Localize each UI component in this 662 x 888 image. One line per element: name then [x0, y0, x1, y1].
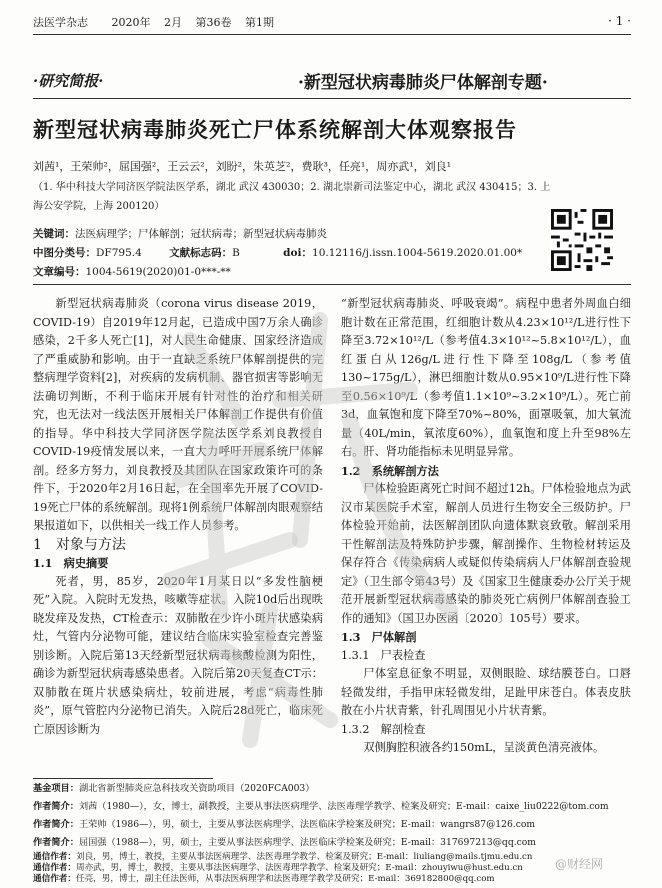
right-column — [341, 295, 631, 758]
footnote-item: 作者简介：刘茜（1980—），女，博士，副教授，主要从事法医病理学、法医毒理学教学、检案及研究；E-mail：caixe_liu0222@tom.com — [33, 801, 609, 812]
keywords-label: 关键词： — [33, 228, 75, 240]
subsection-heading: 1.3 尸体解剖 — [341, 630, 417, 644]
footnotes — [33, 780, 631, 852]
journal-year: 2020年 — [111, 16, 151, 29]
journal-volume: 第36卷 — [195, 16, 232, 29]
footnote-item: 通信作者：任亮，男，博士，副主任法医师，从事法医病理学和法医毒理学教学及研究；E-mail：369182800@qq.com — [33, 874, 495, 884]
section-heading: 1 对象与方法 — [33, 536, 126, 553]
qr-code-icon — [551, 209, 613, 271]
footnote-item: 基金项目：湖北省新型肺炎应急科技攻关资助项目（2020FCA003） — [33, 783, 315, 794]
intro-paragraph: 新型冠状病毒肺炎（corona virus disease 2019，COVID-19）自2019年12月起，已造成中国7万余人确诊感染，2千多人死亡[1]，对人民生命健康、国家经济造成了严重威胁和影响。由于一直缺乏系统尸体解剖提供的完整病理学资料[2]，对疾病的发病机制、器官损害等影响无法确切判断，不利于临床开展有针对性的治疗和相关研究，也无法对一线法医开展相关尸体解剖工作提供有价值的指导。华中科技大学同济医学院法医学系刘良教授自COVID-19疫情发展以来，一直大力呼吁开展系统尸体解剖。经多方努力，刘良教授及其团队在国家政策许可的条件下，于2020年2月16日起，在全国率先开展了COVID-19死亡尸体的系统解剖。现将1例系统尸体解剖肉眼观察结果报道如下，以供相关一线工作人员参考。 — [33, 297, 323, 532]
left-column — [33, 295, 323, 739]
footnote-item: 作者简介：屈国强（1988—），男，硕士，主要从事法医病理学、法医临床学检案及研究；E-mail：317697213@qq.com — [33, 837, 537, 848]
correspondence-footnotes — [33, 852, 631, 885]
method-paragraph: 尸体检验距离死亡时间不超过12h。尸体检验地点为武汉市某医院手术室，解剖人员进行生物安全三级防护。尸体检验开始前，法医解剖团队向遗体默哀致敬。解剖采用干性解剖法及特殊防护步骤，解剖操作、生物检材转运及保存符合《传染病病人或疑似传染病病人尸体解剖查验规定》（卫生部令第43号）及《国家卫生健康委办公厅关于规范开展新型冠状病毒感染的肺炎死亡病例尸体解剖查验工作的通知》（国卫办医函〔2020〕105号）要求。 — [341, 482, 631, 625]
subsubsection-heading: 1.3.1 尸表检查 — [341, 648, 426, 662]
meta-rule — [33, 284, 631, 285]
body-exam-paragraph: 尸体室息征象不明显，双侧眼睑、球结膜苍白。口唇轻微发绀，手指甲床轻微发绀，足趾甲床苍白。体表皮肤散在小片状青紫，针孔周围见小片状青紫。 — [341, 667, 631, 717]
footnote-item: 作者简介：王荣帅（1986—），男，硕士，主要从事法医病理学、法医临床学检案及研究；E-mail：wangrs87@126.com — [33, 819, 536, 830]
subsection-heading: 1.1 病史摘要 — [33, 556, 109, 570]
doi-value: 10.12116/j.issn.1004-5619.2020.01.00* — [312, 247, 523, 259]
article-no-value: 1004-5619(2020)01-0***-** — [85, 266, 231, 278]
article-number-line — [33, 264, 231, 279]
footnote-rule — [33, 778, 213, 779]
page-number: · 1 · — [608, 14, 631, 28]
classification-line — [33, 245, 522, 260]
clc-label: 中图分类号： — [33, 247, 96, 259]
header-rule — [33, 34, 631, 35]
keywords-line — [33, 226, 327, 241]
section-title: ·新型冠状病毒肺炎尸体解剖专题· — [298, 73, 548, 93]
affiliation-line: 海公安学院，上海 200120） — [33, 201, 165, 212]
case-paragraph: 死者，男，85岁，2020年1月某日以“多发性脑梗死”入院。入院时无发热，咳嗽等症状。入院10d后出现昳晓发痒及发热，CT检查示：双肺散在少许小斑片状感染病灶，气管内分泌物可能，建议结合临床实验室检查完善鉴别诊断。入院后第13天经新型冠状病毒核酸检测为阳性，确诊为新型冠状病毒感染患者。入院后第20天复查CT示：双肺散在斑片状感染病灶，较前进展，考虑“病毒性肺炎”，原气管腔内分泌物已消失。入院后28d死亡，临床死亡原因诊断为 — [33, 574, 323, 736]
section-rule — [33, 98, 631, 99]
autopsy-paragraph: 双侧胸腔积液各约150mL，呈淡黄色清亮液体。 — [363, 741, 605, 754]
keywords: 法医病理学；尸体解剖；冠状病毒；新型冠状病毒肺炎 — [75, 228, 327, 240]
affiliation-line: （1. 华中科技大学同济医学院法医学系，湖北 武汉 430030；2. 湖北崇新司法鉴定中心，湖北 武汉 430415；3. 上 — [33, 182, 551, 193]
affiliations — [33, 178, 553, 216]
weibo-watermark: @财经网 — [555, 857, 604, 871]
running-header — [33, 14, 631, 30]
subsection-heading: 1.2 系统解剖方法 — [341, 463, 439, 478]
footnote-item: 通信作者：周亦武，男，博士，教授，主要从事法医病理学、法医毒理学教学、检案及研究；E-mail：zhouyiwu@hust.edu.cn — [33, 863, 523, 873]
journal-issue: 第1期 — [245, 16, 274, 29]
section-label: ·研究简报· — [33, 72, 104, 90]
journal-name: 法医学杂志 — [33, 16, 88, 29]
qr-code-graphic — [551, 209, 613, 271]
clc-value: DF795.4 — [96, 247, 142, 259]
article-title: 新型冠状病毒肺炎死亡尸体系统解剖大体观察报告 — [33, 117, 517, 142]
subsubsection-heading: 1.3.2 解剖检查 — [341, 722, 426, 736]
case-continued-paragraph: “新型冠状病毒肺炎、呼吸衰竭”。病程中患者外周血白细胞计数在正常范围，红细胞计数从4.23×10¹²/L进行性下降至3.72×10¹²/L（参考值4.3×10¹²~5.8×10¹²/L），血红蛋白从126g/L进行性下降至108g/L（参考值130~175g/L），淋巴细胞计数从0.95×10⁹/L进行性下降至0.56×10⁹/L（参考值1.1×10⁹~3.2×10⁹/L）。死亡前3d，血氧饱和度下降至70%~80%，面罩吸氧，加大氧流量（40L/min，氧浓度60%），血氧饱和度上升至98%左右。肝、肾功能指标未见明显异常。 — [341, 297, 631, 458]
journal-month: 2月 — [164, 16, 182, 29]
doc-code-value: B — [232, 247, 240, 259]
doi-label: doi： — [283, 247, 313, 259]
footnote-item: 通信作者：刘良，男，博士，教授，主要从事法医病理学、法医毒理学教学、检案及研究；E-mail：liuliang@mails.tjmu.edu.cn — [33, 852, 533, 862]
doc-code-label: 文献标志码： — [169, 247, 233, 259]
author-list: 刘茜¹，王荣帅²，屈国强²，王云云²，刘盼²，朱英芝²，费耿³，任亮¹，周亦武¹，刘良¹ — [33, 160, 452, 173]
article-no-label: 文章编号： — [33, 266, 86, 278]
